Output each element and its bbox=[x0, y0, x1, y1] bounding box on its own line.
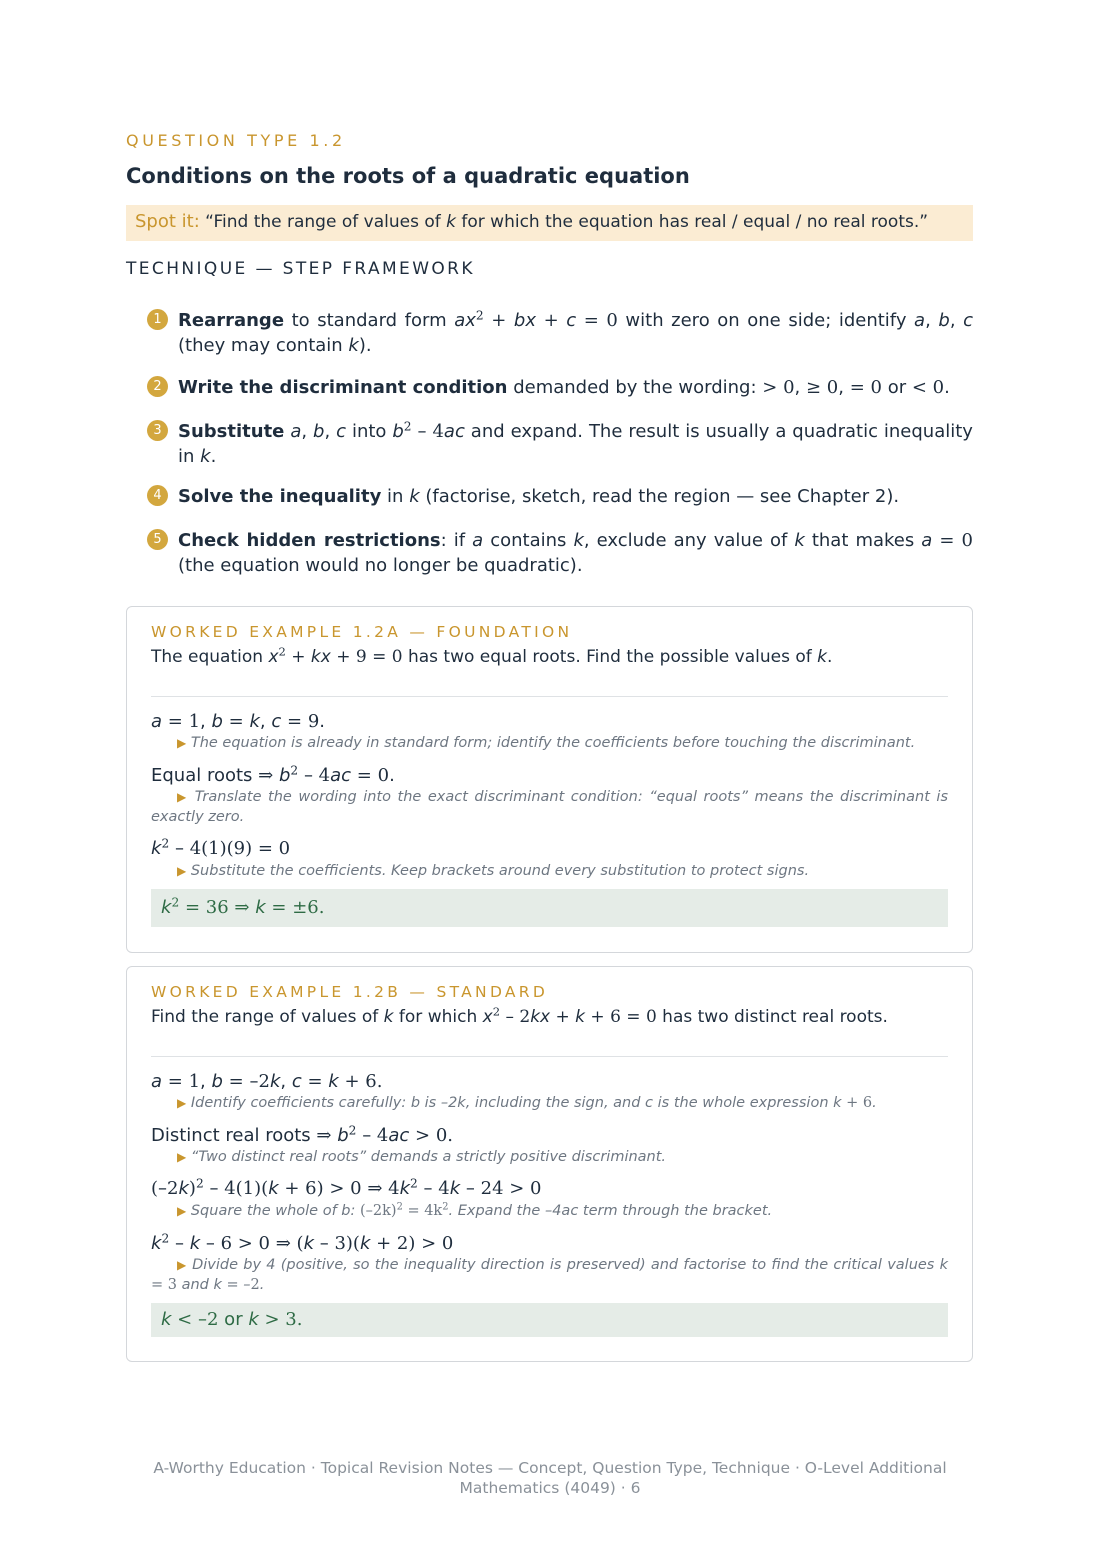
step-2-keyword: Write the discriminant condition bbox=[178, 377, 508, 398]
example-b-note-1: ▶ Identify coefficients carefully: b is –2k, including the sign, and c is the whole expression k + 6. bbox=[177, 1095, 877, 1111]
step-number-badge: 3 bbox=[147, 420, 168, 441]
step-2-text: Write the discriminant condition demanded by the wording: > 0, ≥ 0, = 0 or < 0. bbox=[178, 377, 950, 398]
example-b-line-3: $(-2k)^2 - 4(1)(k + 6) > 0$ ⇒ $4k^2 - 4k - 24 > 0$ bbox=[151, 1176, 542, 1199]
divider bbox=[151, 1056, 948, 1057]
pointer-icon: ▶ bbox=[177, 1096, 187, 1110]
step-number-badge: 4 bbox=[147, 485, 168, 506]
example-a-answer: $k^2 = 36$ ⇒ k = ±6. bbox=[151, 889, 948, 927]
spot-it-text-b: for which the equation has real / equal / no real roots.” bbox=[455, 212, 929, 232]
page-footer: A-Worthy Education · Topical Revision Notes — Concept, Question Type, Technique · O-Level Additional Mathematics (4049) · 6 bbox=[153, 1459, 947, 1497]
technique-heading: TECHNIQUE — STEP FRAMEWORK bbox=[126, 259, 475, 279]
example-b-answer: k < –2 or k > 3. bbox=[151, 1303, 948, 1337]
pointer-icon: ▶ bbox=[177, 1258, 187, 1272]
example-a-note-1: ▶ The equation is already in standard form; identify the coefficients before touching the discriminant. bbox=[177, 735, 916, 751]
example-a-line-2: Equal roots ⇒ $b^2 - 4ac = 0$. bbox=[151, 763, 395, 786]
step-5 bbox=[147, 528, 973, 578]
example-a-note-2: ▶ Translate the wording into the exact discriminant condition: “equal roots” means the discriminant is exactly zero. bbox=[151, 789, 948, 825]
example-b-note-4: ▶ Divide by 4 (positive, so the inequality direction is preserved) and factorise to find the critical values k = 3 and k = –2. bbox=[151, 1257, 948, 1293]
worked-example-b bbox=[126, 966, 973, 1362]
example-b-note-2: ▶ “Two distinct real roots” demands a strictly positive discriminant. bbox=[177, 1149, 667, 1165]
spot-it-box bbox=[126, 205, 973, 241]
spot-it-text-a: “Find the range of values of bbox=[199, 212, 447, 232]
pointer-icon: ▶ bbox=[177, 790, 189, 804]
step-3-keyword: Substitute bbox=[178, 421, 285, 442]
step-3-text: Substitute a, b, c into $b^2 - 4ac$ and expand. The result is usually a quadratic inequality in k. bbox=[178, 419, 973, 467]
example-a-question: The equation $x^2$ + kx + 9 = 0 has two equal roots. Find the possible values of k. bbox=[151, 644, 833, 667]
step-1 bbox=[147, 308, 973, 358]
step-number-badge: 2 bbox=[147, 376, 168, 397]
example-b-line-2: Distinct real roots ⇒ $b^2 - 4ac > 0$. bbox=[151, 1123, 454, 1146]
step-number-badge: 1 bbox=[147, 309, 168, 330]
step-1-keyword: Rearrange bbox=[178, 310, 285, 331]
pointer-icon: ▶ bbox=[177, 736, 187, 750]
step-4 bbox=[147, 484, 973, 509]
divider bbox=[151, 696, 948, 697]
spot-it-k: k bbox=[446, 212, 456, 232]
step-5-text: Check hidden restrictions: if a contains k, exclude any value of k that makes a = 0 (the equation would no longer be quadratic). bbox=[178, 530, 973, 576]
step-4-keyword: Solve the inequality bbox=[178, 486, 382, 507]
step-2 bbox=[147, 375, 973, 400]
example-a-note-3: ▶ Substitute the coefficients. Keep brackets around every substitution to protect signs. bbox=[177, 863, 810, 879]
example-b-line-4: $k^2 - k - 6 > 0$ ⇒ (k – 3)(k + 2) > 0 bbox=[151, 1231, 454, 1254]
step-5-keyword: Check hidden restrictions bbox=[178, 530, 441, 551]
step-3 bbox=[147, 419, 973, 469]
step-number-badge: 5 bbox=[147, 529, 168, 550]
example-a-heading: WORKED EXAMPLE 1.2A — FOUNDATION bbox=[151, 623, 573, 641]
pointer-icon: ▶ bbox=[177, 1150, 187, 1164]
example-a-line-1: a = 1, b = k, c = 9. bbox=[151, 711, 326, 732]
example-b-line-1: a = 1, b = –2k, c = k + 6. bbox=[151, 1071, 383, 1092]
step-4-text: Solve the inequality in k (factorise, sketch, read the region — see Chapter 2). bbox=[178, 486, 900, 507]
example-b-note-3: ▶ Square the whole of b: $(-2k)^2 = 4k^2$. Expand the –4ac term through the bracket. bbox=[177, 1201, 773, 1219]
example-b-heading: WORKED EXAMPLE 1.2B — STANDARD bbox=[151, 983, 549, 1001]
page-title: Conditions on the roots of a quadratic equation bbox=[126, 164, 690, 188]
pointer-icon: ▶ bbox=[177, 1204, 187, 1218]
pointer-icon: ▶ bbox=[177, 864, 187, 878]
example-a-line-3: $k^2 - 4(1)(9) = 0$ bbox=[151, 836, 291, 859]
step-1-text: Rearrange to standard form $ax^2$ + bx + c = 0 with zero on one side; identify a, b, c (they may contain k). bbox=[178, 308, 974, 356]
question-type-label: QUESTION TYPE 1.2 bbox=[126, 131, 346, 150]
example-b-question: Find the range of values of k for which $x^2 - 2kx + k + 6 = 0$ has two distinct real roots. bbox=[151, 1004, 888, 1027]
worked-example-a bbox=[126, 606, 973, 953]
spot-it-label: Spot it: bbox=[135, 211, 200, 232]
